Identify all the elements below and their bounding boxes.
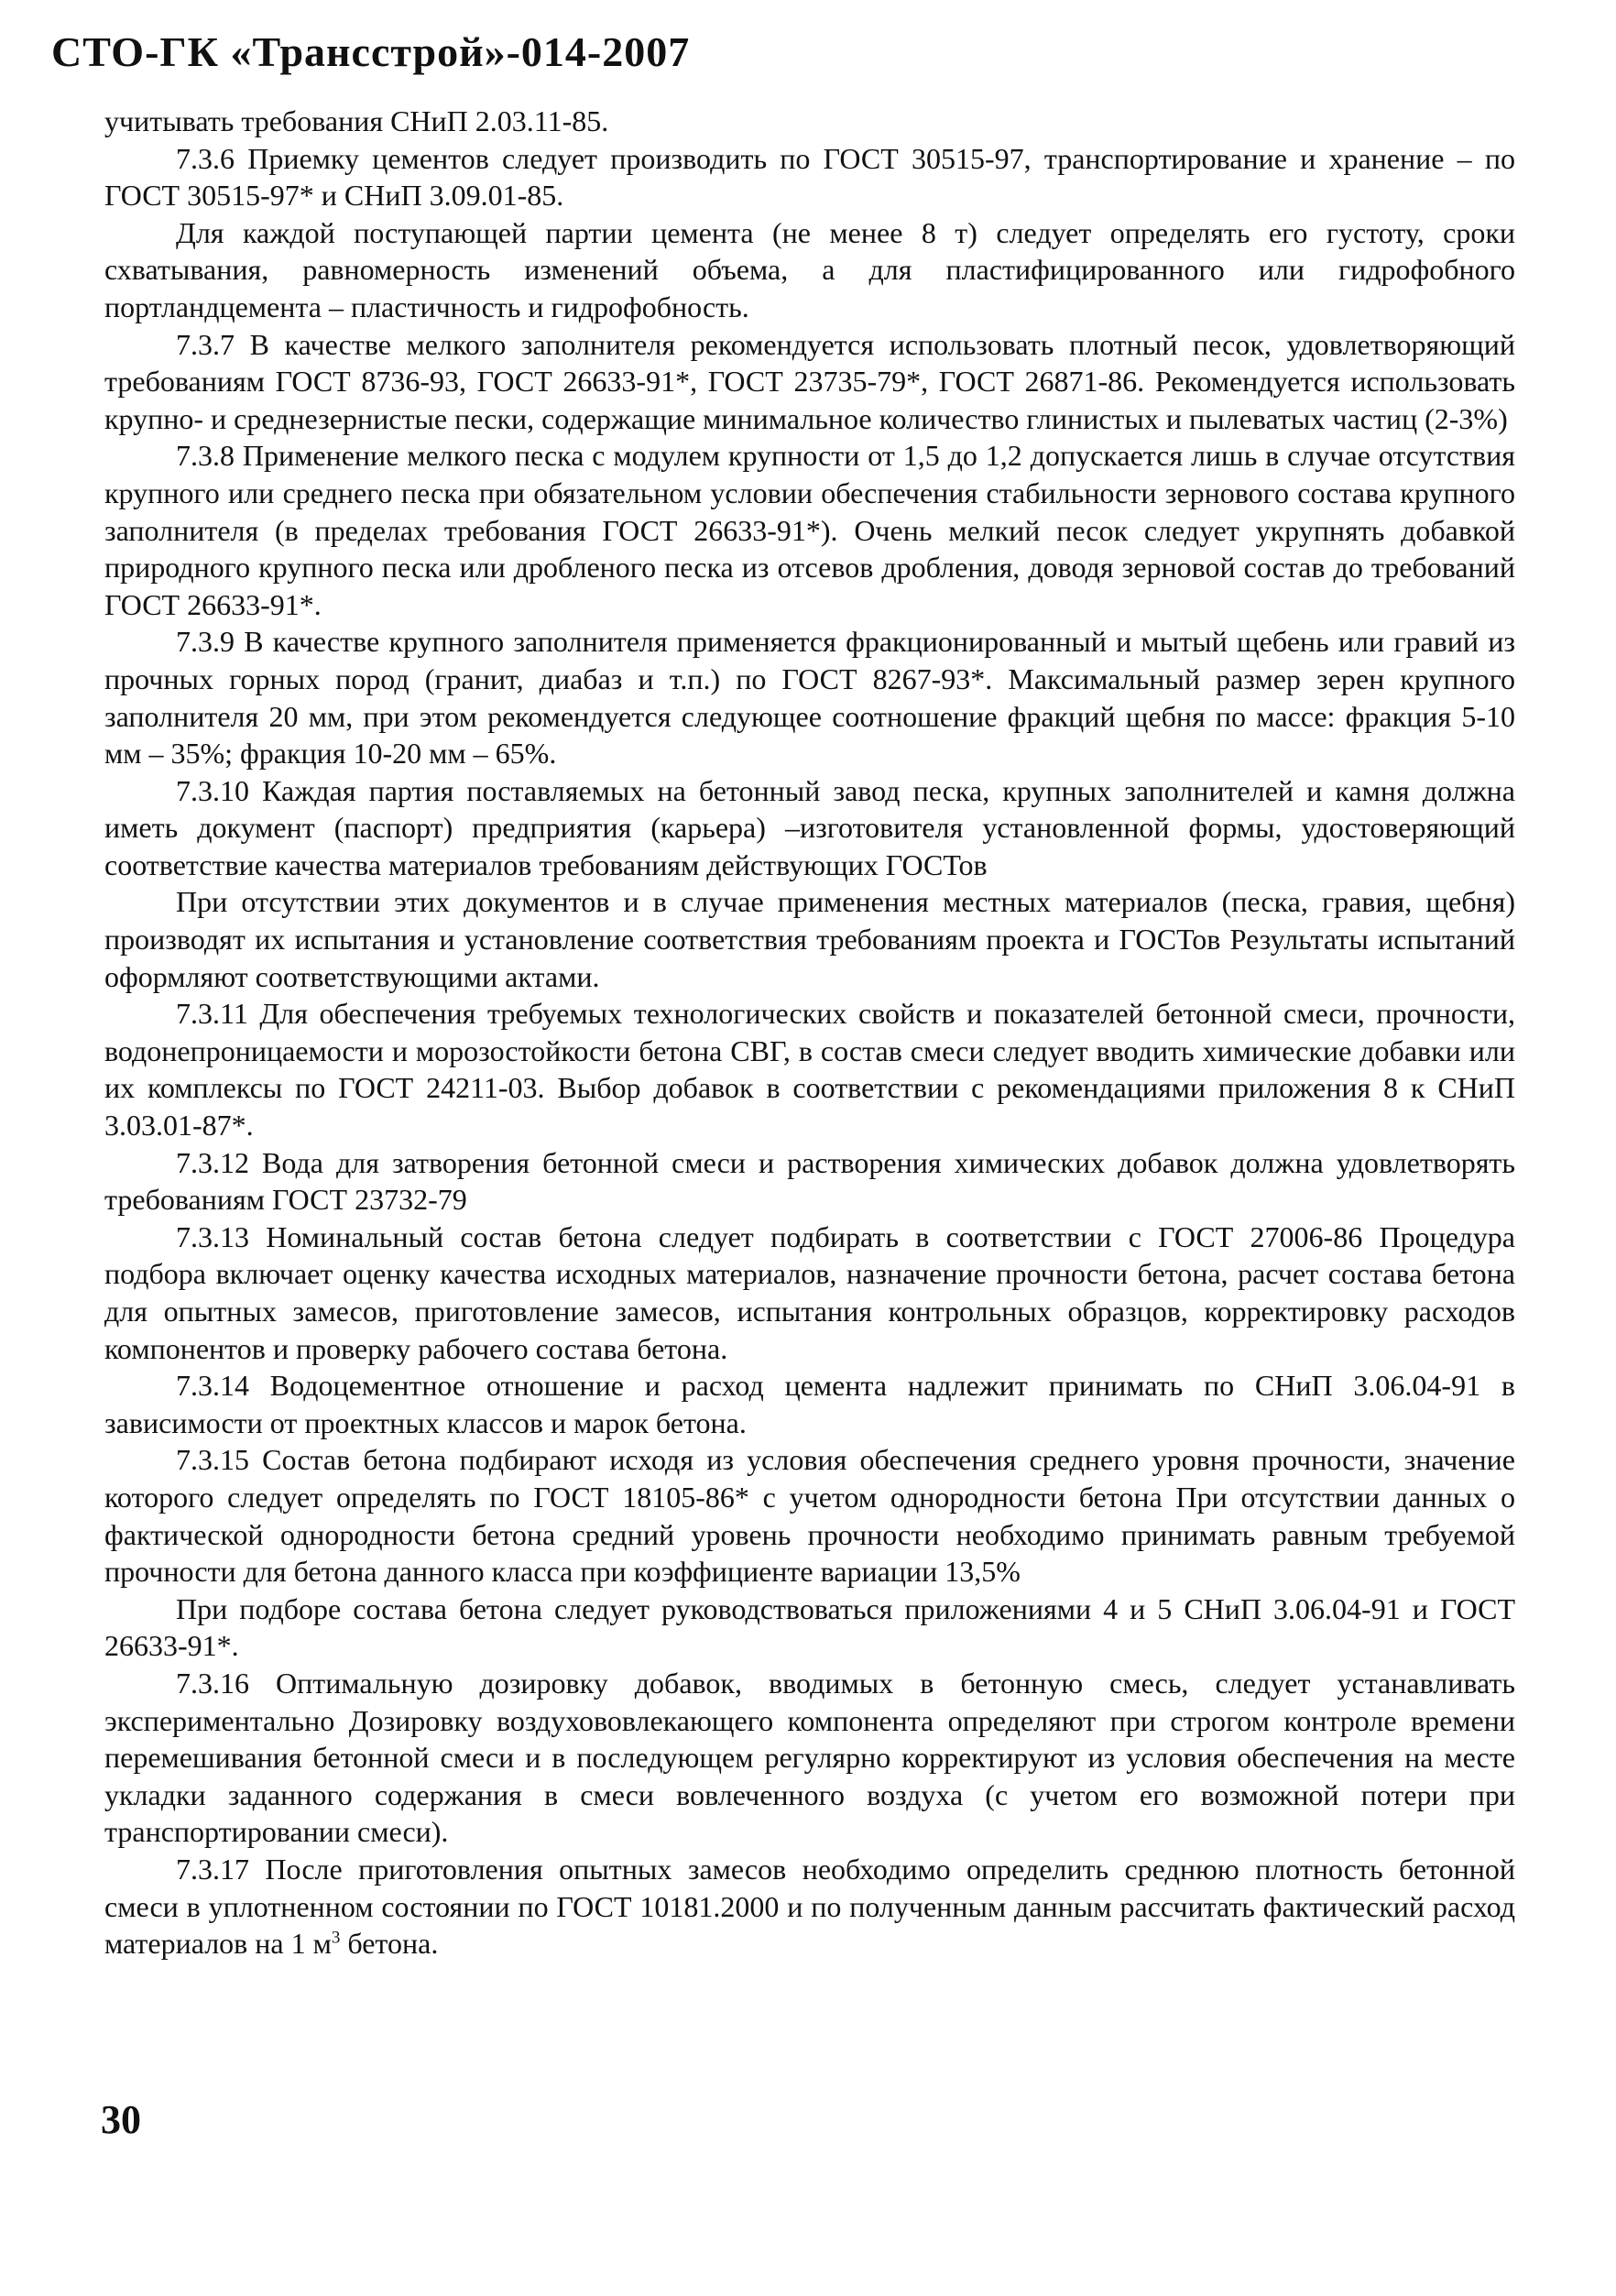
paragraph-missing-documents: При отсутствии этих документов и в случае применения местных материалов (песка, гравия, щебня) производят их испытания и установление соответствия требованиям проекта и ГОСТов Результаты испытаний оформляют соответствующими актами. (104, 885, 1515, 993)
paragraph-continuation: учитывать требования СНиП 2.03.11-85. (104, 104, 609, 137)
paragraph-7-3-15: 7.3.15 Состав бетона подбирают исходя из условия обеспечения среднего уровня прочности, значение которого следует определять по ГОСТ 18105-86* с учетом однородности бетона При отсутствии данных о фактической однородности бетона средний уровень прочности необходимо принимать равным требуемой прочности для бетона данного класса при коэффициенте вариации 13,5% (104, 1443, 1515, 1589)
paragraph-7-3-12: 7.3.12 Вода для затворения бетонной смеси и растворения химических добавок должна удовлетворять требованиям ГОСТ 23732-79 (104, 1145, 1515, 1217)
cubic-superscript: 3 (331, 1928, 341, 1948)
page-number: 30 (101, 2097, 141, 2142)
paragraph-7-3-9: 7.3.9 В качестве крупного заполнителя применяется фракционированный и мытый щебень или гравий из прочных горных пород (гранит, диабаз и т.п.) по ГОСТ 8267-93*. Максимальный размер зерен крупного заполнителя 20 мм, при этом рекомендуется следующее соотношение фракций щебня по массе: фракция 5-10 мм – 35%; фракция 10-20 мм – 65%. (104, 625, 1515, 771)
paragraph-7-3-7: 7.3.7 В качестве мелкого заполнителя рекомендуется использовать плотный песок, удовлетворяющий требованиям ГОСТ 8736-93, ГОСТ 26633-91*, ГОСТ 23735-79*, ГОСТ 26871-86. Рекомендуется использовать крупно- и среднезернистые пески, содержащие минимальное количество глинистых и пылеватых частиц (2-3%) (104, 327, 1515, 435)
paragraph-7-3-17-text: 7.3.17 После приготовления опытных замесов необходимо определить среднюю плотность бетонной смеси в уплотненном состоянии по ГОСТ 10181.2000 и по полученным данным рассчитать фактический расход материалов на 1 м (104, 1852, 1515, 1961)
paragraph-7-3-8: 7.3.8 Применение мелкого песка с модулем крупности от 1,5 до 1,2 допускается лишь в случае отсутствия крупного или среднего песка при обязательном условии обеспечения стабильности зернового состава крупного заполнителя (в пределах требования ГОСТ 26633-91*). Очень мелкий песок следует укрупнять добавкой природного крупного песка или дробленого песка из отсевов дробления, доводя зерновой состав до требований ГОСТ 26633-91*. (104, 439, 1515, 621)
paragraph-7-3-6: 7.3.6 Приемку цементов следует производить по ГОСТ 30515-97, транспортирование и хранение – по ГОСТ 30515-97* и СНиП 3.09.01-85. (104, 141, 1515, 213)
paragraph-7-3-11: 7.3.11 Для обеспечения требуемых технологических свойств и показателей бетонной смеси, прочности, водонепроницаемости и морозостойкости бетона СВГ, в состав смеси следует вводить химические добавки или их комплексы по ГОСТ 24211-03. Выбор добавок в соответствии с рекомендациями приложения 8 к СНиП 3.03.01-87*. (104, 997, 1515, 1143)
paragraph-7-3-17 (104, 1851, 1515, 1963)
paragraph-7-3-13: 7.3.13 Номинальный состав бетона следует подбирать в соответствии с ГОСТ 27006-86 Процедура подбора включает оценку качества исходных материалов, назначение прочности бетона, расчет состава бетона для опытных замесов, приготовление замесов, испытания контрольных образцов, корректировку расходов компонентов и проверку рабочего состава бетона. (104, 1219, 1515, 1365)
document-header: СТО-ГК «Трансстрой»-014-2007 (51, 28, 691, 75)
paragraph-7-3-10: 7.3.10 Каждая партия поставляемых на бетонный завод песка, крупных заполнителей и камня должна иметь документ (паспорт) предприятия (карьера) –изготовителя установленной формы, удостоверяющий соответствие качества материалов требованиям действующих ГОСТов (104, 773, 1515, 881)
paragraph-mix-design-guidance: При подборе состава бетона следует руководствоваться приложениями 4 и 5 СНиП 3.06.04-91 и ГОСТ 26633-91*. (104, 1591, 1515, 1663)
paragraph-7-3-17-end: бетона. (340, 1927, 439, 1961)
document-body (104, 103, 1515, 1963)
paragraph-cement-batch: Для каждой поступающей партии цемента (не менее 8 т) следует определять его густоту, сроки схватывания, равномерность изменений объема, а для пластифицированного или гидрофобного портландцемента – пластичность и гидрофобность. (104, 215, 1515, 323)
paragraph-7-3-14: 7.3.14 Водоцементное отношение и расход цемента надлежит принимать по СНиП 3.06.04-91 в зависимости от проектных классов и марок бетона. (104, 1369, 1515, 1439)
paragraph-7-3-16: 7.3.16 Оптимальную дозировку добавок, вводимых в бетонную смесь, следует устанавливать экспериментально Дозировку воздухововлекающего компонента определяют при строгом контроле времени перемешивания бетонной смеси и в последующем регулярно корректируют из условия обеспечения на месте укладки заданного содержания в смеси вовлеченного воздуха (с учетом его возможной потери при транспортировании смеси). (104, 1666, 1515, 1849)
